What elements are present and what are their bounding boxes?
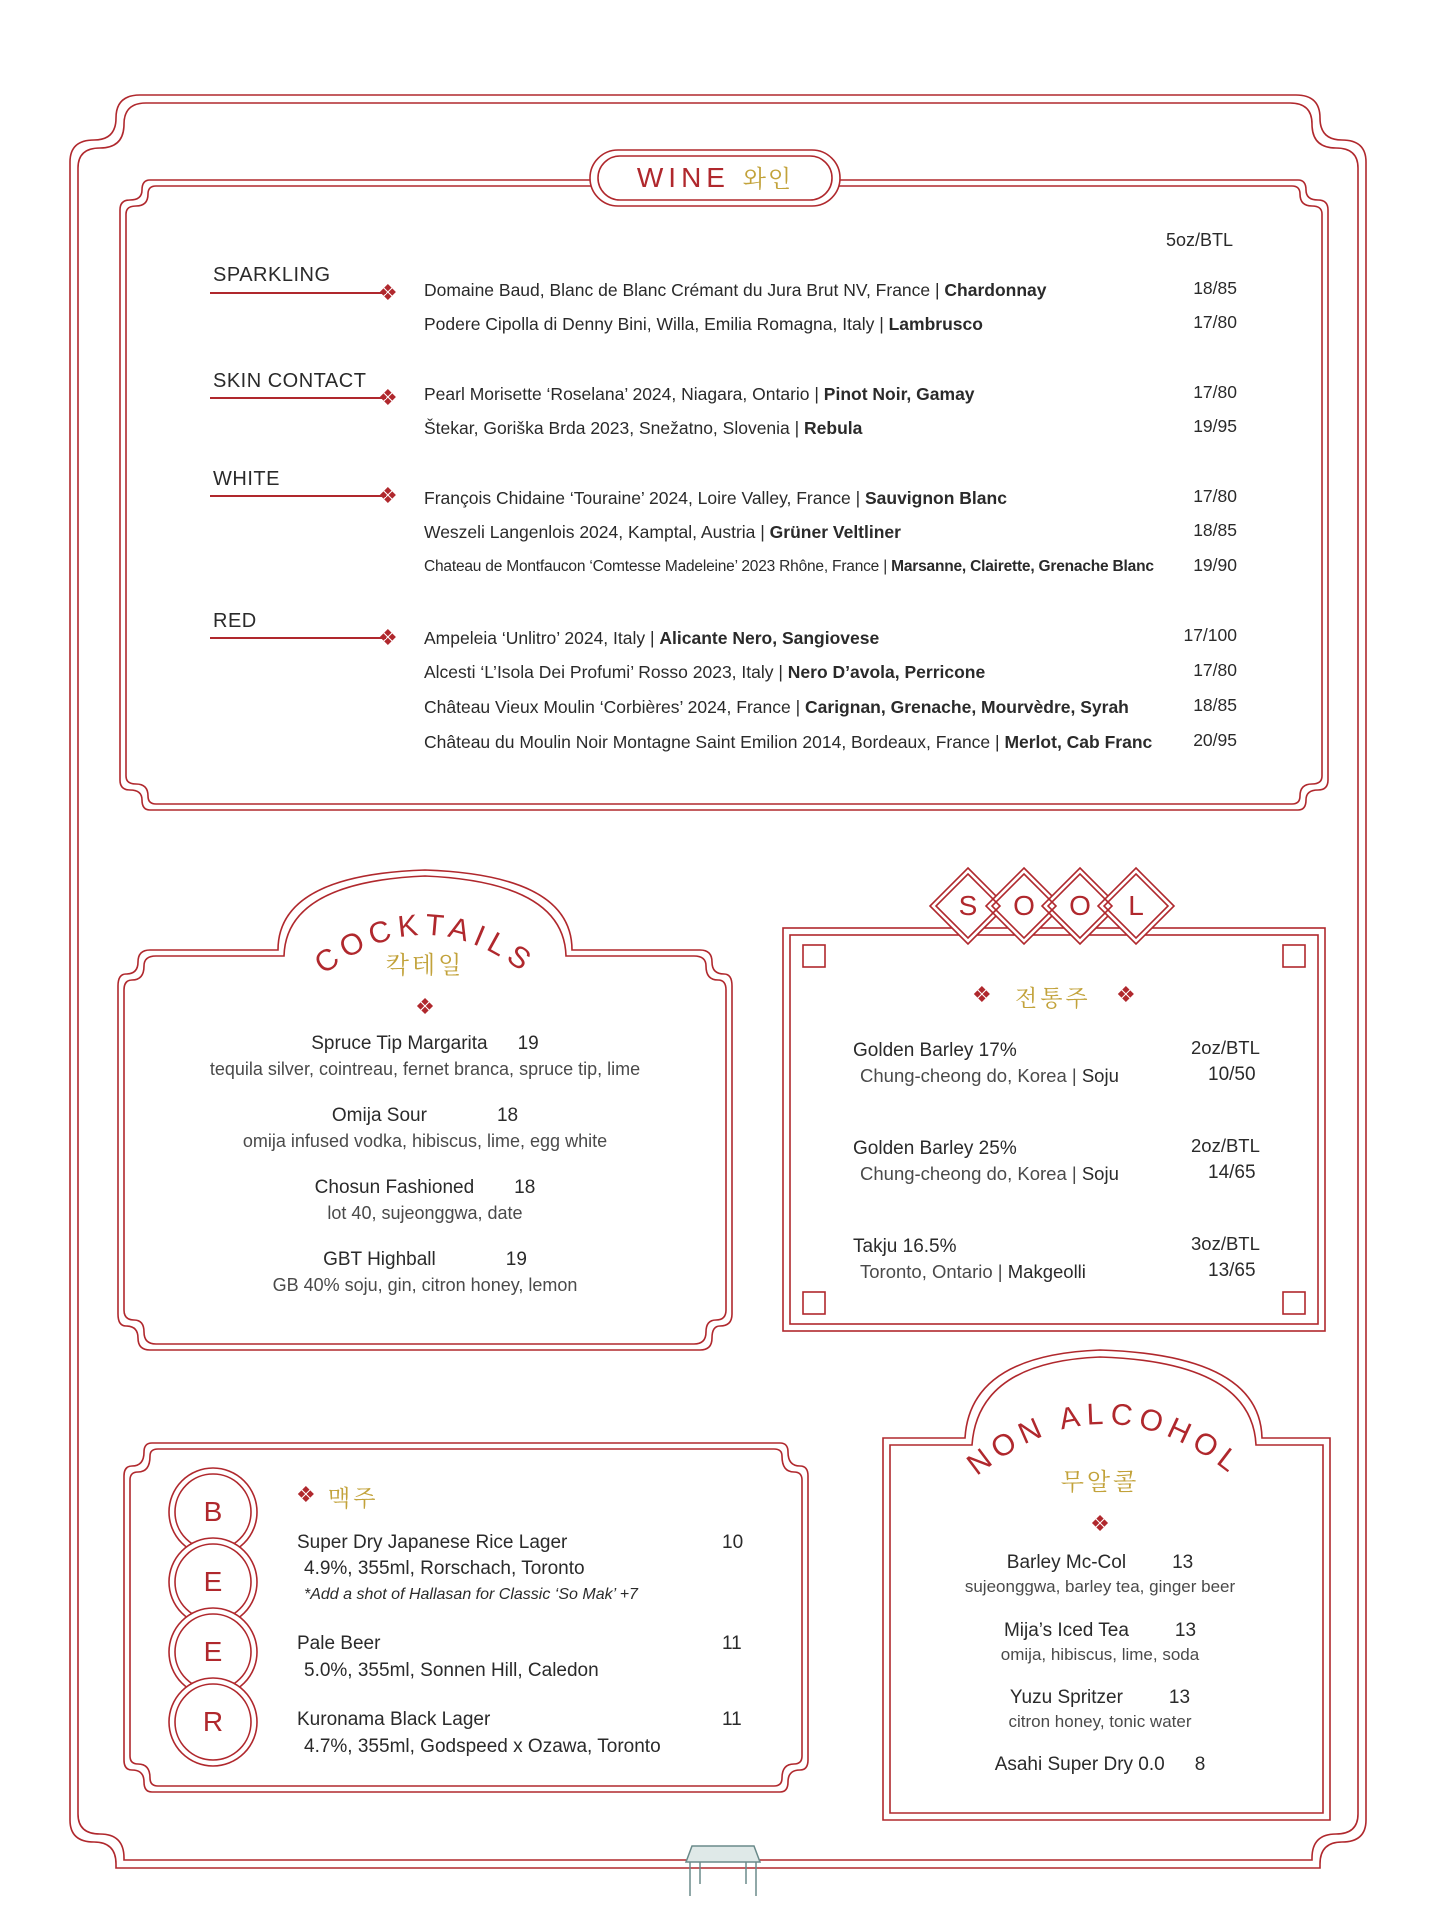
wine-price: 18/85 xyxy=(1193,278,1237,298)
beer-item-price: 11 xyxy=(722,1633,742,1654)
sool-item-name: Golden Barley 17% xyxy=(853,1040,1017,1061)
wine-price: 19/90 xyxy=(1193,555,1237,575)
wine-price: 20/95 xyxy=(1193,730,1237,750)
wine-title xyxy=(590,153,840,203)
sool-item-price: 10/50 xyxy=(1208,1064,1256,1085)
beer-item-note: *Add a shot of Hallasan for Classic ‘So Mak’ +7 xyxy=(304,1586,638,1603)
beer-item-detail: 4.7%, 355ml, Godspeed x Ozawa, Toronto xyxy=(304,1736,661,1757)
sool-letter: S xyxy=(958,890,978,921)
sool-letter: O xyxy=(1069,890,1091,921)
diamond-icon: ❖ xyxy=(296,1482,316,1507)
sool-item-unit: 2oz/BTL xyxy=(1191,1135,1260,1156)
wine-item: Chateau de Montfaucon ‘Comtesse Madeleine’ 2023 Rhône, France | Marsanne, Clairette, Grenache Blanc xyxy=(424,558,1154,575)
wine-item: Podere Cipolla di Denny Bini, Willa, Emilia Romagna, Italy | Lambrusco xyxy=(424,314,983,334)
sool-item-origin: Chung-cheong do, Korea | Soju xyxy=(860,1065,1119,1086)
table-illustration xyxy=(686,1846,760,1896)
wine-price: 19/95 xyxy=(1193,416,1237,436)
cocktail-item: GBT Highball 19 GB 40% soju, gin, citron honey, lemon xyxy=(272,1249,578,1295)
wine-item: Château Vieux Moulin ‘Corbières’ 2024, France | Carignan, Grenache, Mourvèdre, Syrah xyxy=(424,697,1129,717)
beer-item-price: 11 xyxy=(722,1709,742,1730)
category-rule xyxy=(210,397,386,399)
category-rule xyxy=(210,292,386,294)
sool-item-name: Takju 16.5% xyxy=(853,1236,957,1257)
wine-item: Ampeleia ‘Unlitro’ 2024, Italy | Alicante Nero, Sangiovese xyxy=(424,628,880,648)
beer-letter: E xyxy=(203,1636,223,1667)
non-alcohol-item: Barley Mc-Col 13 sujeonggwa, barley tea, ginger beer xyxy=(964,1552,1236,1596)
non-alcohol-item: Yuzu Spritzer 13 citron honey, tonic water xyxy=(1008,1687,1192,1731)
wine-item: Weszeli Langenlois 2024, Kamptal, Austria | Grüner Veltliner xyxy=(424,522,901,542)
wine-column-header: 5oz/BTL xyxy=(1166,230,1234,250)
cocktail-item: Spruce Tip Margarita 19 tequila silver, cointreau, fernet branca, spruce tip, lime xyxy=(209,1033,641,1079)
category-rule xyxy=(210,495,386,497)
wine-price: 18/85 xyxy=(1193,695,1237,715)
beer-item-detail: 5.0%, 355ml, Sonnen Hill, Caledon xyxy=(304,1660,599,1681)
non-alcohol-title: NON ALCOHOL xyxy=(961,1397,1250,1482)
diamond-icon: ❖ xyxy=(415,994,435,1019)
wine-price: 17/80 xyxy=(1193,312,1237,332)
wine-category-skin-contact: SKIN CONTACT xyxy=(213,370,367,392)
diamond-icon: ❖ xyxy=(972,982,992,1007)
diamond-icon: ❖ xyxy=(1116,982,1136,1007)
beer-item-name: Kuronama Black Lager xyxy=(297,1709,491,1730)
wine-item: Château du Moulin Noir Montagne Saint Emilion 2014, Bordeaux, France | Merlot, Cab Franc xyxy=(424,732,1153,752)
wine-price: 17/80 xyxy=(1193,486,1237,506)
non-alcohol-item: Mija’s Iced Tea 13 omija, hibiscus, lime, soda xyxy=(1000,1620,1200,1664)
wine-item: François Chidaine ‘Touraine’ 2024, Loire Valley, France | Sauvignon Blanc xyxy=(424,488,1007,508)
beer-item-name: Super Dry Japanese Rice Lager xyxy=(297,1532,568,1553)
sool-item-price: 13/65 xyxy=(1208,1260,1256,1281)
wine-item: Pearl Morisette ‘Roselana’ 2024, Niagara, Ontario | Pinot Noir, Gamay xyxy=(424,384,975,404)
wine-category-white: WHITE xyxy=(213,468,280,490)
diamond-icon: ❖ xyxy=(378,280,398,305)
cocktail-item: Chosun Fashioned 18 lot 40, sujeonggwa, date xyxy=(314,1177,536,1223)
non-alcohol-item: Asahi Super Dry 0.0 8 xyxy=(994,1754,1206,1775)
cocktails-title: COCKTAILS xyxy=(308,908,542,981)
sool-item-origin: Toronto, Ontario | Makgeolli xyxy=(860,1261,1086,1282)
wine-price: 17/80 xyxy=(1193,660,1237,680)
sool-item-unit: 2oz/BTL xyxy=(1191,1037,1260,1058)
beer-item-name: Pale Beer xyxy=(297,1633,381,1654)
sool-item-price: 14/65 xyxy=(1208,1162,1256,1183)
category-rule xyxy=(210,637,386,639)
beer-item-detail: 4.9%, 355ml, Rorschach, Toronto xyxy=(304,1558,585,1579)
sool-title-ko: 전통주 xyxy=(1015,985,1091,1011)
beer-title-ko: 맥주 xyxy=(328,1485,379,1511)
sool-item-origin: Chung-cheong do, Korea | Soju xyxy=(860,1163,1119,1184)
outer-frame xyxy=(70,95,1366,1868)
wine-price: 17/100 xyxy=(1183,625,1237,645)
wine-item: Alcesti ‘L’Isola Dei Profumi’ Rosso 2023, Italy | Nero D’avola, Perricone xyxy=(424,662,986,682)
diamond-icon: ❖ xyxy=(378,483,398,508)
wine-item: Štekar, Goriška Brda 2023, Snežatno, Slovenia | Rebula xyxy=(424,418,863,438)
diamond-icon: ❖ xyxy=(1090,1511,1110,1536)
wine-category-sparkling: SPARKLING xyxy=(213,264,331,286)
diamond-icon: ❖ xyxy=(378,625,398,650)
wine-title-en: WINE xyxy=(636,162,730,193)
beer-letter: E xyxy=(203,1566,223,1597)
wine-price: 17/80 xyxy=(1193,382,1237,402)
non-alcohol-title-ko: 무알콜 xyxy=(1060,1469,1140,1496)
sool-item-unit: 3oz/BTL xyxy=(1191,1233,1260,1254)
wine-price: 18/85 xyxy=(1193,520,1237,540)
diamond-icon: ❖ xyxy=(378,385,398,410)
beer-letter: R xyxy=(202,1706,224,1737)
sool-letter: L xyxy=(1128,890,1144,921)
beer-item-price: 10 xyxy=(722,1532,744,1553)
cocktails-title-ko: 칵테일 xyxy=(385,952,465,979)
wine-item: Domaine Baud, Blanc de Blanc Crémant du Jura Brut NV, France | Chardonnay xyxy=(424,280,1047,300)
cocktail-item: Omija Sour 18 omija infused vodka, hibiscus, lime, egg white xyxy=(242,1105,608,1151)
sool-letter: O xyxy=(1013,890,1035,921)
sool-item-name: Golden Barley 25% xyxy=(853,1138,1017,1159)
beer-letter: B xyxy=(203,1496,223,1527)
wine-title-ko: 와인 xyxy=(742,166,794,193)
wine-category-red: RED xyxy=(213,610,257,632)
